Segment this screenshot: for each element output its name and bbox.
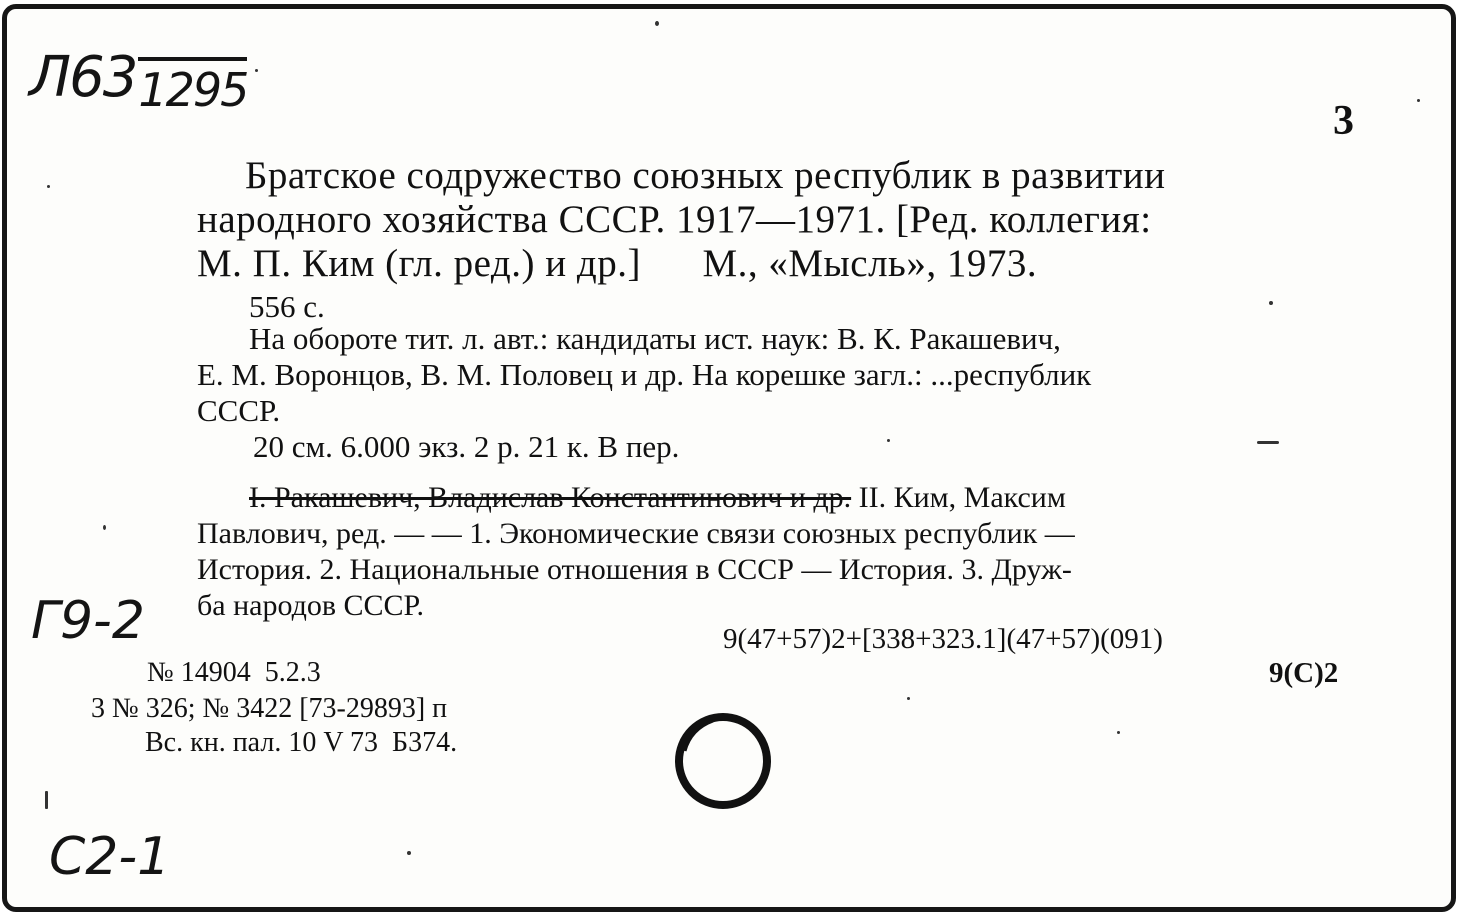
note-line-2: Е. М. Воронцов, В. М. Половец и др. На корешке загл.: ...республик xyxy=(197,357,1092,392)
speck xyxy=(887,439,890,442)
tracing-line-4: ба народов СССР. xyxy=(197,589,424,622)
shelfmark-left: Л63 xyxy=(29,45,137,110)
shelfmark xyxy=(29,45,247,117)
title-line-3: М. П. Ким (гл. ред.) и др.] М., «Мысль», 1973. xyxy=(197,242,1038,285)
speck xyxy=(407,851,411,855)
handwritten-mark-g: Г9-2 xyxy=(31,591,145,651)
speck xyxy=(1269,301,1273,305)
note-line-1: На обороте тит. л. авт.: кандидаты ист. наук: В. К. Ракашевич, xyxy=(249,321,1061,356)
tracing-line-1-rest: II. Ким, Максим xyxy=(851,481,1066,514)
catalog-number-2: 3 № 326; № 3422 [73-29893] п xyxy=(91,693,448,724)
speck xyxy=(655,21,659,26)
tracing-line-1 xyxy=(249,481,1066,515)
handwritten-mark-c: С2-1 xyxy=(49,827,171,887)
speck xyxy=(103,525,106,530)
classification-line-1: 9(47+57)2+[338+323.1](47+57)(091) xyxy=(723,623,1163,655)
catalog-number-1: № 14904 5.2.3 xyxy=(147,657,321,688)
speck xyxy=(1117,731,1120,734)
shelfmark-right: 1295 xyxy=(138,57,247,117)
speck xyxy=(45,791,48,809)
catalog-number-3: Вс. кн. пал. 10 V 73 Б374. xyxy=(145,727,458,758)
classification-line-2: 9(С)2 xyxy=(1269,657,1339,689)
speck xyxy=(255,69,258,72)
note-line-3: СССР. xyxy=(197,393,281,428)
title-line-1: Братское содружество союзных республик в развитии xyxy=(245,154,1166,197)
struck-entry: I. Ракашевич, Владислав Константинович и др. xyxy=(249,481,852,514)
card-number: 3 xyxy=(1333,98,1354,144)
pages: 556 с. xyxy=(249,289,325,324)
speck xyxy=(1257,441,1279,444)
punch-hole-icon xyxy=(671,709,781,819)
title-line-2: народного хозяйства СССР. 1917—1971. [Ред. коллегия: xyxy=(197,198,1152,241)
physical-description: 20 см. 6.000 экз. 2 р. 21 к. В пер. xyxy=(253,429,680,464)
tracing-line-2: Павлович, ред. — — 1. Экономические связи союзных республик — xyxy=(197,517,1075,550)
tracing-line-3: История. 2. Национальные отношения в СССР — История. 3. Друж- xyxy=(197,553,1072,586)
catalog-card xyxy=(2,4,1456,912)
speck xyxy=(907,697,910,700)
speck xyxy=(1417,99,1420,102)
speck xyxy=(47,185,50,188)
